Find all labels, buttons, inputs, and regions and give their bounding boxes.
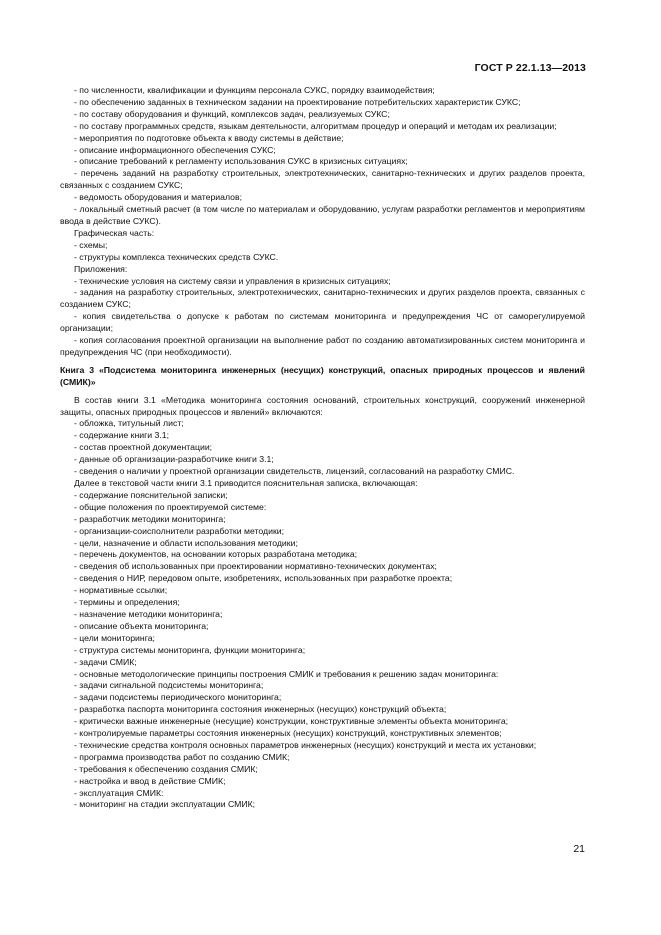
text-line: - технические условия на систему связи и управления в кризисных ситуациях; — [74, 275, 391, 286]
text-line: - структуры комплекса технических средств СУКС. — [74, 251, 279, 262]
text-line: - разработка паспорта мониторинга состояния инженерных (несущих) конструкций объекта; — [74, 704, 447, 715]
text-line: В состав книги 3.1 «Методика мониторинга состояния оснований, строительных конструкций, сооружений инженерной защиты, опасных природных процессов и явлений» включаются: — [60, 394, 585, 417]
text-line: Графическая часть: — [74, 227, 155, 238]
text-line: - по составу программных средств, языкам деятельности, алгоритмам процедур и операций и методам их реализации; — [74, 120, 557, 131]
text-line: - ведомость оборудования и материалов; — [74, 192, 243, 203]
text-line: - данные об организации-разработчике книги 3.1; — [74, 454, 274, 465]
text-line: - задания на разработку строительных, электротехнических, санитарно-технических и других разделов проекта, связанных с созданием СУКС; — [60, 287, 585, 310]
text-line: - общие положения по проектируемой системе: — [74, 501, 267, 512]
text-line: - содержание пояснительной записки; — [74, 489, 228, 500]
text-line: Приложения: — [74, 263, 128, 274]
text-line: - по обеспечению заданных в техническом задании на проектирование потребительских характеристик СУКС; — [74, 96, 521, 107]
text-line: - копия свидетельства о допуске к работам по системам мониторинга и предупреждения ЧС от саморегулируемой организации; — [60, 311, 585, 334]
text-line: - требования к обеспечению создания СМИК; — [74, 763, 258, 774]
text-line: - критически важные инженерные (несущие) конструкции, конструктивные элементы объекта мониторинга; — [74, 716, 509, 727]
text-line: - нормативные ссылки; — [74, 585, 168, 596]
text-line: - сведения об использованных при проектировании нормативно-технических документах; — [74, 561, 437, 572]
text-line: - схемы; — [74, 239, 108, 250]
text-line: - по численности, квалификации и функциям персонала СУКС, порядку взаимодействия; — [74, 85, 435, 95]
text-line: - контролируемые параметры состояния инженерных (несущих) конструкций, конструктивных элементов; — [74, 728, 502, 739]
body-text — [60, 85, 585, 811]
text-line: - перечень документов, на основании которых разработана методика; — [74, 549, 358, 560]
text-line: - описание требований к регламенту использования СУКС в кризисных ситуациях; — [74, 156, 408, 167]
text-block-2 — [60, 395, 585, 812]
text-line: - цели мониторинга; — [74, 632, 155, 643]
text-line: - перечень заданий на разработку строительных, электротехнических, санитарно-технических и других разделов проекта, связанных с созданием СУКС; — [60, 168, 585, 191]
text-line: - сведения о наличии у проектной организации свидетельств, лицензий, согласований на разработку СМИС. — [74, 466, 515, 477]
text-line: - локальный сметный расчет (в том числе по материалам и оборудованию, услугам разработки регламентов и мероприятиям ввода в действие СУКС). — [60, 204, 585, 226]
text-line: - мероприятия по подготовке объекта к вводу системы в действие; — [74, 132, 344, 143]
text-block-1 — [60, 85, 585, 359]
text-line: - технические средства контроля основных параметров инженерных (несущих) конструкций и места их установки; — [74, 739, 537, 750]
text-line: - мониторинг на стадии эксплуатации СМИК; — [74, 799, 256, 810]
text-line: - термины и определения; — [74, 597, 180, 608]
text-line: - по составу оборудования и функций, комплексов задач, реализуемых СУКС; — [74, 108, 390, 119]
text-line: - задачи СМИК; — [74, 656, 137, 667]
text-line: - задачи подсистемы периодического мониторинга; — [74, 692, 282, 703]
text-line: - разработчик методики мониторинга; — [74, 513, 226, 524]
text-line: - организации-соисполнители разработки методики; — [74, 525, 285, 536]
standard-code: ГОСТ Р 22.1.13—2013 — [474, 62, 586, 74]
text-line: - состав проектной документации; — [74, 442, 213, 453]
text-line: - эксплуатация СМИК: — [74, 787, 164, 798]
text-line: - назначение методики мониторинга; — [74, 608, 223, 619]
text-line: Далее в текстовой части книги 3.1 приводится пояснительная записка, включающая: — [74, 478, 418, 488]
text-line: - описание объекта мониторинга; — [74, 620, 209, 631]
text-line: - обложка, титульный лист; — [74, 418, 184, 429]
section-title: Книга 3 «Подсистема мониторинга инженерных (несущих) конструкций, опасных природных процессов и явлений (СМИК)» — [60, 364, 585, 387]
text-line: - содержание книги 3.1; — [74, 430, 170, 441]
text-line: - основные методологические принципы построения СМИК и требования к решению задач мониторинга: — [74, 668, 499, 679]
text-line: - описание информационного обеспечения СУКС; — [74, 144, 276, 155]
text-line: - задачи сигнальной подсистемы мониторинга; — [74, 680, 264, 691]
text-line: - структура системы мониторинга, функции мониторинга; — [74, 644, 306, 655]
text-line: - программа производства работ по созданию СМИК; — [74, 751, 290, 762]
text-line: - копия согласования проектной организации на выполнение работ по созданию автоматизированных систем мониторинга и предупреждения ЧС (при необходимости). — [60, 335, 585, 357]
text-line: - цели, назначение и области использования методики; — [74, 537, 298, 548]
page-number: 21 — [573, 843, 585, 855]
text-line: - настройка и ввод в действие СМИК; — [74, 775, 226, 786]
text-line: - сведения о НИР, передовом опыте, изобретениях, использованных при разработке проекта; — [74, 573, 453, 584]
